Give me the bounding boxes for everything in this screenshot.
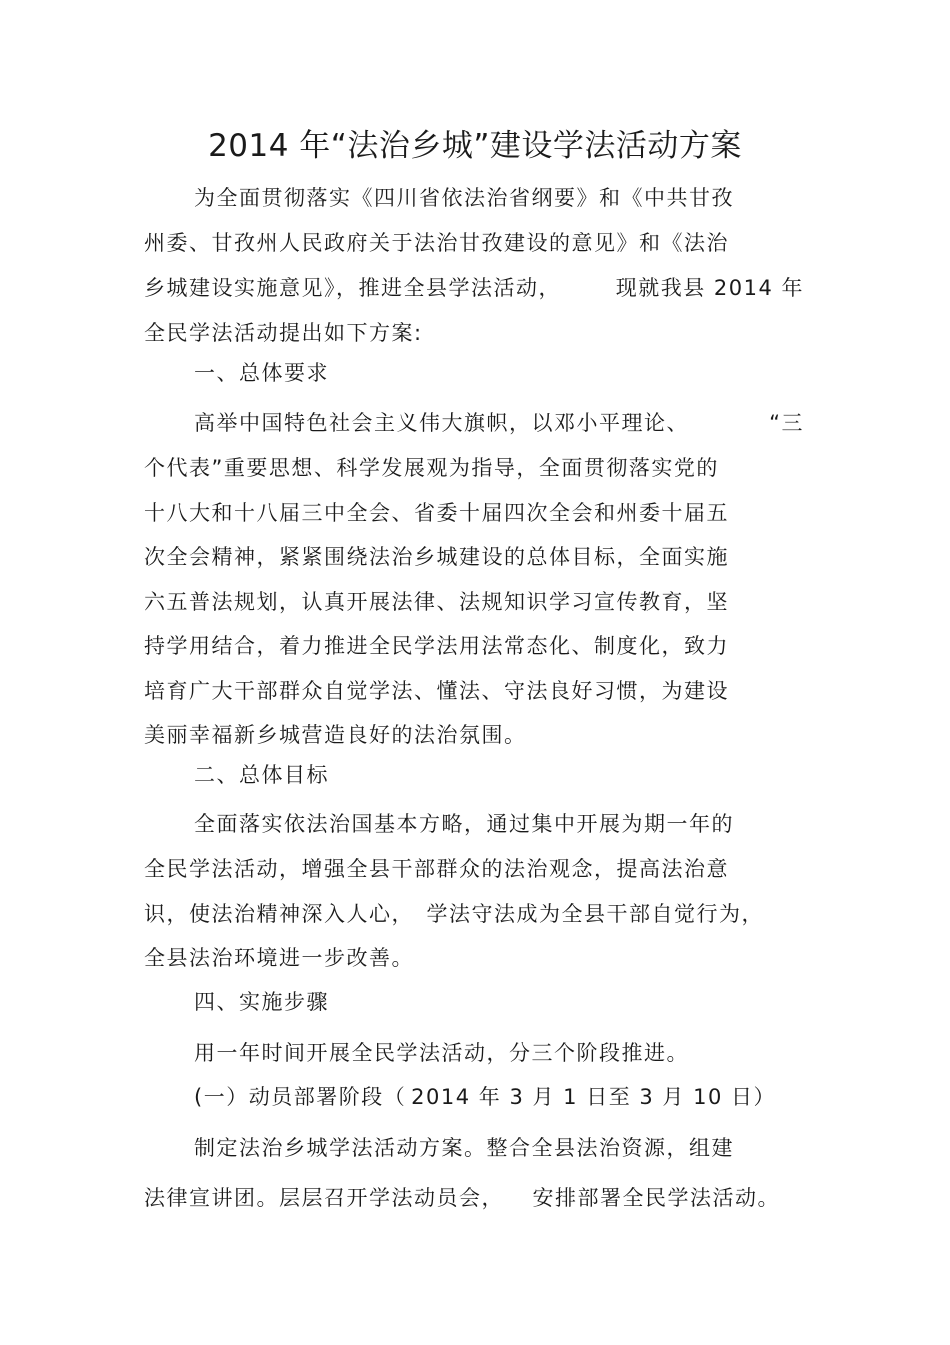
section-1-line-1-part-a: 高举中国特色社会主义伟大旗帜，以邓小平理论、 xyxy=(194,411,689,435)
intro-line-3-part-b: 现就我县 2014 年 xyxy=(615,276,804,300)
section-1-line-7: 培育广大干部群众自觉学法、懂法、守法良好习惯，为建设 xyxy=(144,679,729,703)
section-4-heading: 四、实施步骤 xyxy=(194,990,329,1014)
section-2-line-1: 全面落实依法治国基本方略，通过集中开展为期一年的 xyxy=(194,812,734,836)
phase-1-heading xyxy=(194,1082,776,1112)
intro-line-4: 全民学法活动提出如下方案: xyxy=(144,321,423,345)
phase-1-line-2 xyxy=(144,1183,780,1213)
section-2-heading: 二、总体目标 xyxy=(194,763,329,787)
section-2-line-3-part-a: 识，使法治精神深入人心， xyxy=(144,902,414,926)
phase-1-line-2-part-a: 法律宣讲团。层层召开学法动员会， xyxy=(144,1186,504,1210)
section-1-line-1-part-b: “三 xyxy=(769,411,804,435)
section-1-line-8: 美丽幸福新乡城营造良好的法治氛围。 xyxy=(144,723,527,747)
phase-1-heading-part-b: 2014 年 3 月 1 日至 3 月 10 日） xyxy=(411,1085,776,1109)
intro-line-3-part-a: 乡城建设实施意见》，推进全县学法活动， xyxy=(144,276,561,300)
phase-1-line-1: 制定法治乡城学法活动方案。整合全县法治资源，组建 xyxy=(194,1136,734,1160)
section-1-line-2: 个代表”重要思想、科学发展观为指导，全面贯彻落实党的 xyxy=(144,456,719,480)
section-2-line-2: 全民学法活动，增强全县干部群众的法治观念，提高法治意 xyxy=(144,857,729,881)
phase-1-heading-part-a: (一）动员部署阶段（ xyxy=(194,1085,407,1109)
section-1-line-3: 十八大和十八届三中全会、省委十届四次全会和州委十届五 xyxy=(144,501,729,525)
section-1-line-4: 次全会精神，紧紧围绕法治乡城建设的总体目标，全面实施 xyxy=(144,545,729,569)
intro-line-2: 州委、甘孜州人民政府关于法治甘孜建设的意见》和《法治 xyxy=(144,231,729,255)
section-1-line-5: 六五普法规划，认真开展法律、法规知识学习宣传教育，坚 xyxy=(144,590,729,614)
section-2-line-3 xyxy=(144,899,764,929)
document-title: 2014 年“法治乡城”建设学法活动方案 xyxy=(208,128,742,164)
section-4-line-1: 用一年时间开展全民学法活动，分三个阶段推进。 xyxy=(194,1041,689,1065)
section-1-line-6: 持学用结合，着力推进全民学法用法常态化、制度化，致力 xyxy=(144,634,729,658)
intro-line-1: 为全面贯彻落实《四川省依法治省纲要》和《中共甘孜 xyxy=(194,186,734,210)
section-1-line-1 xyxy=(194,408,804,438)
section-2-line-3-part-b: 学法守法成为全县干部自觉行为， xyxy=(426,902,764,926)
section-1-heading: 一、总体要求 xyxy=(194,361,329,385)
section-2-line-4: 全县法治环境进一步改善。 xyxy=(144,946,414,970)
phase-1-line-2-part-b: 安排部署全民学法活动。 xyxy=(532,1186,780,1210)
intro-line-3 xyxy=(144,273,804,303)
